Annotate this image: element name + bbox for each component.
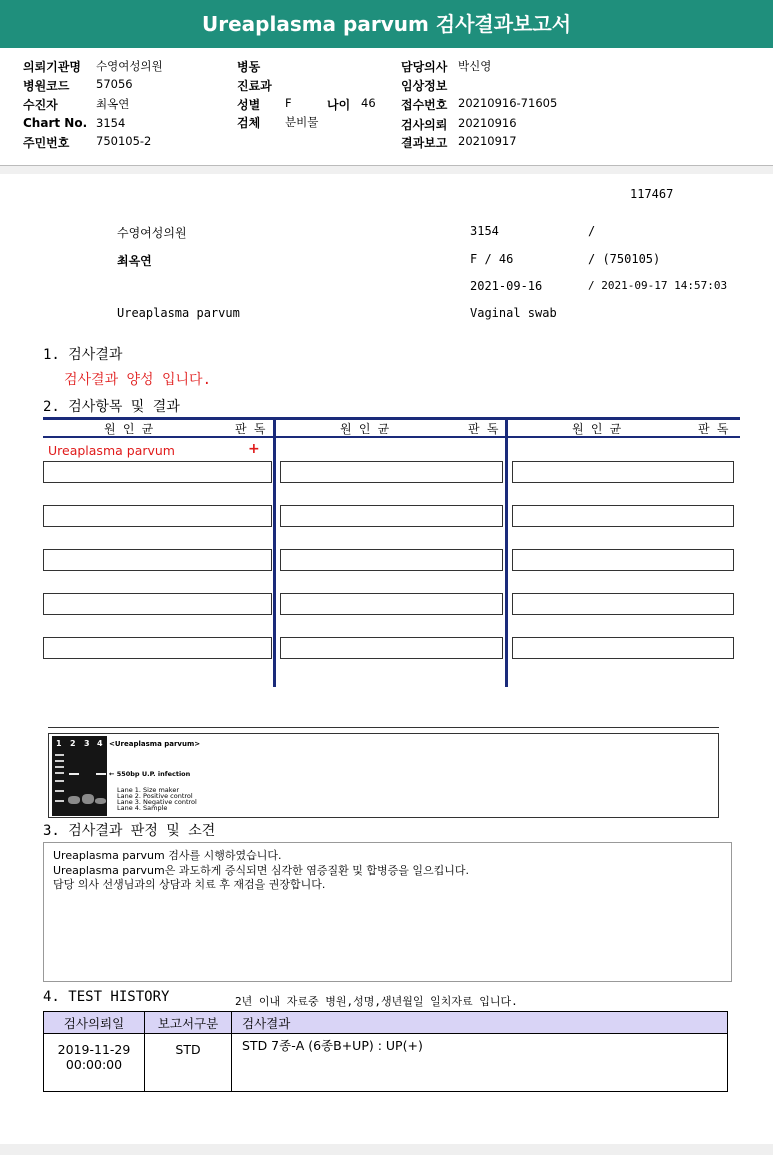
gel-divider <box>48 727 719 728</box>
institution-value: 수영여성의원 <box>96 59 163 73</box>
ladder-band <box>55 772 64 774</box>
clinical-info-label: 임상정보 <box>401 79 448 93</box>
chart-no-label: Chart No. <box>23 116 88 130</box>
finding-line: Ureaplasma parvum 검사를 시행하였습니다. <box>53 849 282 862</box>
empty-result-box <box>512 461 734 483</box>
chart-no-value: 3154 <box>96 116 126 130</box>
specimen-value: 분비물 <box>285 115 319 129</box>
positive-result: 검사결과 양성 입니다. <box>64 372 212 388</box>
section1-title: 1. 검사결과 <box>43 347 123 363</box>
report-request-date: 2021-09-16 <box>470 279 543 293</box>
table-header-row <box>44 1012 728 1034</box>
doctor-label: 담당의사 <box>401 60 448 74</box>
col-request-date: 검사의뢰일 <box>44 1012 145 1034</box>
department-label: 진료과 <box>237 79 272 93</box>
resident-no-value: 750105-2 <box>96 134 152 148</box>
sex-value: F <box>285 96 292 110</box>
col-judgement-3: 판 독 <box>698 422 729 436</box>
history-date: 2019-11-29 <box>57 1042 131 1057</box>
sex-label: 성별 <box>237 98 261 112</box>
report-date-value: 20210917 <box>458 134 517 148</box>
report-patient: 최옥연 <box>117 254 152 268</box>
report-header <box>0 48 773 166</box>
section4-title: 4. TEST HISTORY <box>43 989 170 1005</box>
age-value: 46 <box>361 96 376 110</box>
column-divider-2 <box>505 417 508 687</box>
patient-label: 수진자 <box>23 98 58 112</box>
report-date-label: 결과보고 <box>401 136 448 150</box>
gel-legend: Lane 2. Positive control <box>117 792 193 800</box>
empty-result-box <box>43 637 272 659</box>
history-note: 2년 이내 자료중 병원,성명,생년월일 일치자료 입니다. <box>235 995 518 1008</box>
col-organism-1: 원 인 균 <box>104 422 154 436</box>
history-date-cell <box>44 1034 145 1092</box>
col-judgement-1: 판 독 <box>235 422 266 436</box>
history-result: STD 7종-A (6종B+UP) : UP(+) <box>232 1034 728 1092</box>
empty-result-box <box>512 505 734 527</box>
empty-result-box <box>280 505 503 527</box>
ladder-band <box>55 754 64 756</box>
col-organism-2: 원 인 균 <box>340 422 390 436</box>
history-type: STD <box>145 1034 232 1092</box>
empty-result-box <box>512 549 734 571</box>
specimen-label: 검체 <box>237 116 261 130</box>
section3-title: 3. 검사결과 판정 및 소견 <box>43 823 216 839</box>
ladder-band <box>55 800 64 802</box>
empty-result-box <box>43 593 272 615</box>
empty-result-box <box>43 549 272 571</box>
result-organism: Ureaplasma parvum <box>48 443 175 458</box>
report-sex-age: F / 46 <box>470 252 514 266</box>
finding-line: 담당 의사 선생님과의 상담과 치료 후 재검을 권장합니다. <box>53 878 326 891</box>
ladder-band <box>55 760 64 762</box>
result-judgement: + <box>248 441 260 457</box>
empty-result-box <box>512 593 734 615</box>
gel-electrophoresis-image <box>52 736 107 816</box>
finding-line: Ureaplasma parvum은 과도하게 증식되면 심각한 염증질환 및 합병증을 일으킵니다. <box>53 863 469 877</box>
doctor-value: 박신영 <box>458 59 492 73</box>
report-test-name: Ureaplasma parvum <box>117 306 240 320</box>
report-chart: 3154 <box>470 224 499 238</box>
section2-title: 2. 검사항목 및 결과 <box>43 399 180 415</box>
gel-title: <Ureaplasma parvum> <box>109 740 201 748</box>
lane-number: 4 <box>97 739 103 748</box>
col-organism-3: 원 인 균 <box>572 422 622 436</box>
report-birth: / (750105) <box>588 252 661 266</box>
report-title: Ureaplasma parvum 검사결과보고서 <box>0 0 773 48</box>
col-test-result: 검사결과 <box>232 1012 728 1034</box>
resident-no-label: 주민번호 <box>23 136 70 150</box>
request-date-label: 검사의뢰 <box>401 118 448 132</box>
empty-result-box <box>43 505 272 527</box>
lane-number: 2 <box>70 739 76 748</box>
col-judgement-2: 판 독 <box>468 422 499 436</box>
column-divider-1 <box>273 417 276 687</box>
header-separator <box>0 166 773 174</box>
test-history-table <box>43 1011 728 1092</box>
hospital-code-label: 병원코드 <box>23 79 70 93</box>
table-row <box>44 1034 728 1092</box>
ladder-band <box>55 780 64 782</box>
lane-number: 3 <box>84 739 90 748</box>
report-specimen: Vaginal swab <box>470 306 557 320</box>
footer-band <box>0 1144 773 1155</box>
empty-result-box <box>280 593 503 615</box>
empty-result-box <box>280 461 503 483</box>
lane-number: 1 <box>56 739 62 748</box>
ward-label: 병동 <box>237 60 261 74</box>
receipt-no-label: 접수번호 <box>401 98 448 112</box>
col-report-type: 보고서구분 <box>145 1012 232 1034</box>
history-time: 00:00:00 <box>65 1057 123 1072</box>
primer-dimer <box>82 794 94 804</box>
empty-result-box <box>280 637 503 659</box>
primer-dimer <box>68 796 80 804</box>
request-date-value: 20210916 <box>458 116 517 130</box>
gel-marker: ← 550bp U.P. infection <box>109 770 191 778</box>
empty-result-box <box>280 549 503 571</box>
empty-result-box <box>43 461 272 483</box>
receipt-no-value: 20210916-71605 <box>458 96 558 110</box>
primer-dimer <box>95 798 106 804</box>
patient-value: 최옥연 <box>96 97 130 111</box>
ladder-band <box>55 766 64 768</box>
report-slash: / <box>588 224 596 238</box>
findings-box <box>43 842 732 982</box>
age-label: 나이 <box>327 98 351 112</box>
report-number: 117467 <box>630 187 674 201</box>
gel-legend: Lane 4. Sample <box>117 804 168 812</box>
empty-result-box <box>512 637 734 659</box>
sample-band <box>96 773 106 775</box>
ladder-band <box>55 790 64 792</box>
report-datetime: / 2021-09-17 14:57:03 <box>588 279 728 292</box>
hospital-code-value: 57056 <box>96 77 133 91</box>
gel-legend: Lane 1. Size maker <box>117 786 179 794</box>
positive-band <box>69 773 79 775</box>
institution-label: 의뢰기관명 <box>23 60 81 74</box>
report-institution: 수영여성의원 <box>117 226 187 240</box>
gel-legend: Lane 3. Negative control <box>117 798 197 806</box>
